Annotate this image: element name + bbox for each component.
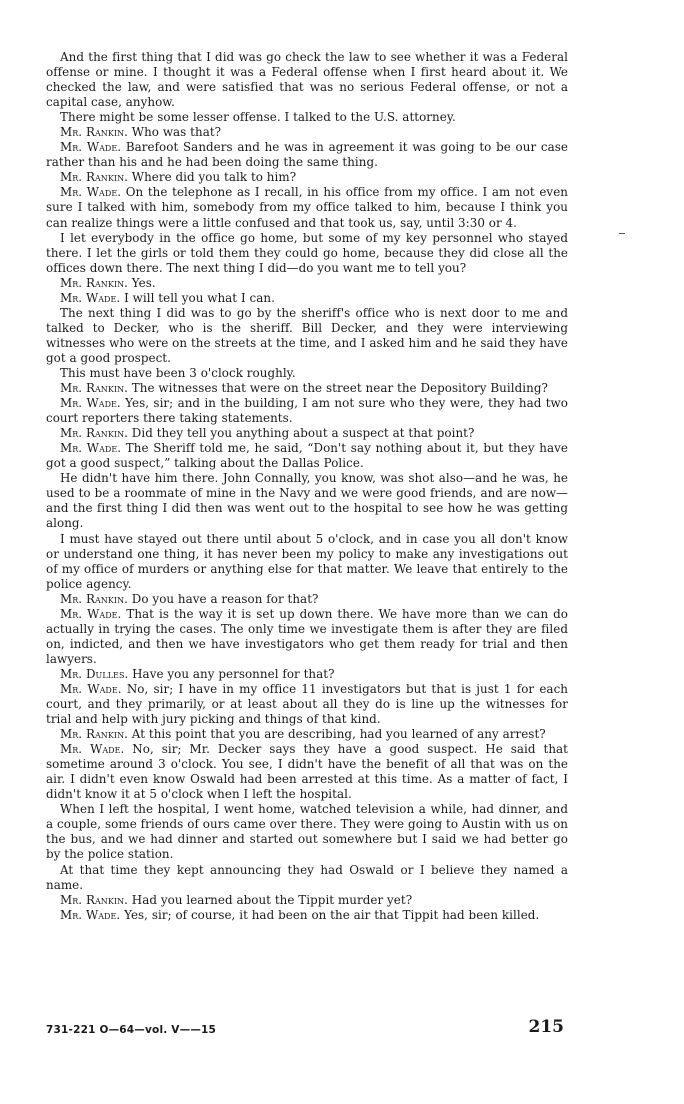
paragraph-text: And the first thing that I did was go check the law to see whether it was a Federal offense or mine. I thought it was a Federal offense when I first heard about it. We checked the law, and were satisfied that was no serious Federal offense, or not a capital case, anyhow.: [46, 50, 568, 110]
paragraph-text: No, sir; Mr. Decker says they have a good suspect. He said that sometime around 3 o'clock. You see, I didn't have the benefit of all that was on the air. I didn't even know Oswald had been arrested at this time. As a matter of fact, I didn't know it at 5 o'clock when I left the hospital.: [46, 742, 568, 802]
paragraph: [46, 366, 568, 381]
paragraph: [46, 727, 568, 742]
speaker-label: Mr. Wade.: [60, 742, 125, 757]
paragraph: [46, 667, 568, 682]
speaker-label: Mr. Wade.: [60, 290, 121, 305]
paragraph-text: I will tell you what I can.: [120, 290, 275, 305]
print-code: 731-221 O—64—vol. V——15: [46, 1024, 217, 1036]
paragraph-text: Yes.: [127, 275, 156, 290]
paragraph: [46, 185, 568, 230]
paragraph-text: I must have stayed out there until about 5 o'clock, and in case you all don't know or understand one thing, it has never been my policy to make any investigations out of my office of murders or anything else for that matter. We leave that entirely to the police agency.: [46, 531, 568, 591]
paragraph-text: The next thing I did was to go by the sheriff's office who is next door to me and talked to Decker, who is the sheriff. Bill Decker, and they were interviewing witnesses who were on the streets at the time, and I asked him and he said they have got a good prospect.: [46, 305, 568, 365]
paragraph: [46, 50, 568, 110]
paragraph-text: That is the way it is set up down there. We have more than we can do actually in trying the cases. The only time we investigate them is after they are filed on, indicted, and then we have investigators who get them ready for trial and then lawyers.: [46, 606, 569, 666]
paragraph: [46, 893, 568, 908]
paragraph: [46, 396, 568, 426]
paragraph: [46, 742, 568, 802]
paragraph-text: Do you have a reason for that?: [127, 591, 319, 606]
speaker-label: Mr. Wade.: [60, 140, 122, 155]
speaker-label: Mr. Wade.: [60, 681, 122, 696]
paragraph-text: I let everybody in the office go home, but some of my key personnel who stayed there. I let the girls or told them they could go home, because they did close all the offices down there. The next thing I did—do you want me to tell you?: [46, 230, 568, 275]
speaker-label: Mr. Wade.: [60, 185, 122, 200]
paragraph-text: At that time they kept announcing they had Oswald or I believe they named a name.: [46, 862, 568, 892]
paragraph: [46, 441, 568, 471]
page-number: 215: [528, 1017, 564, 1037]
paragraph: [46, 231, 568, 276]
paragraph: [46, 682, 568, 727]
paragraph: [46, 276, 568, 291]
speaker-label: Mr. Rankin.: [60, 125, 128, 140]
paragraph: [46, 110, 568, 125]
paragraph-text: This must have been 3 o'clock roughly.: [60, 365, 296, 380]
paragraph-text: The witnesses that were on the street near the Depository Building?: [127, 381, 548, 396]
paragraph: [46, 471, 568, 531]
paragraph: [46, 140, 568, 170]
speaker-label: Mr. Rankin.: [60, 275, 128, 290]
paragraph: [46, 381, 568, 396]
paragraph-text: Yes, sir; of course, it had been on the air that Tippit had been killed.: [120, 907, 540, 922]
paragraph-text: No, sir; I have in my office 11 investigators but that is just 1 for each court, and they primarily, or at least about all they do is line up the witnesses for trial and help with jury picking and things of that kind.: [46, 681, 568, 727]
speaker-label: Mr. Rankin.: [60, 381, 128, 396]
paragraph: [46, 426, 568, 441]
paragraph: [46, 291, 568, 306]
paragraph: [46, 863, 568, 893]
paragraph-text: The Sheriff told me, he said, “Don't say nothing about it, but they have got a good suspect,” talking about the Dallas Police.: [46, 441, 568, 471]
paragraph: [46, 802, 568, 862]
paragraph-text: When I left the hospital, I went home, watched television a while, had dinner, and a couple, some friends of ours came over there. They were going to Austin with us on the bus, and we had dinner and started out somewhere but I said we had better go by the police station.: [46, 802, 568, 862]
speaker-label: Mr. Rankin.: [60, 170, 128, 185]
margin-mark: [619, 233, 625, 234]
paragraph-text: Barefoot Sanders and he was in agreement it was going to be our case rather than his and he had been doing the same thing.: [46, 140, 568, 170]
speaker-label: Mr. Wade.: [60, 396, 121, 411]
paragraph-text: There might be some lesser offense. I talked to the U.S. attorney.: [60, 110, 456, 125]
speaker-label: Mr. Wade.: [60, 606, 122, 621]
paragraph-text: Have you any personnel for that?: [128, 666, 335, 681]
paragraph: [46, 607, 568, 667]
paragraph-text: On the telephone as I recall, in his office from my office. I am not even sure I talked with him, somebody from my office talked to him, because I think you can realize things were a little confused and that took us, say, until 3:30 or 4.: [46, 185, 568, 230]
paragraph-text: Had you learned about the Tippit murder yet?: [127, 892, 413, 907]
speaker-label: Mr. Wade.: [60, 441, 122, 456]
speaker-label: Mr. Dulles.: [60, 666, 129, 681]
speaker-label: Mr. Rankin.: [60, 591, 128, 606]
paragraph-text: Who was that?: [127, 125, 222, 140]
paragraph-text: Where did you talk to him?: [127, 170, 297, 185]
paragraph-text: Yes, sir; and in the building, I am not sure who they were, they had two court reporters there taking statements.: [46, 396, 568, 426]
speaker-label: Mr. Wade.: [60, 907, 121, 922]
speaker-label: Mr. Rankin.: [60, 426, 128, 441]
paragraph: [46, 908, 568, 923]
paragraph: [46, 532, 568, 592]
paragraph-text: He didn't have him there. John Connally, you know, was shot also—and he was, he used to be a roommate of mine in the Navy and we were good friends, and are now—and the first thing I did then was went out to the hospital to see how he was getting along.: [46, 471, 568, 531]
testimony-body: [46, 50, 568, 923]
paragraph-text: Did they tell you anything about a suspect at that point?: [127, 426, 475, 441]
paragraph: [46, 170, 568, 185]
paragraph: [46, 306, 568, 366]
speaker-label: Mr. Rankin.: [60, 892, 128, 907]
paragraph: [46, 125, 568, 140]
paragraph: [46, 592, 568, 607]
speaker-label: Mr. Rankin.: [60, 727, 128, 742]
paragraph-text: At this point that you are describing, had you learned of any arrest?: [127, 727, 546, 742]
